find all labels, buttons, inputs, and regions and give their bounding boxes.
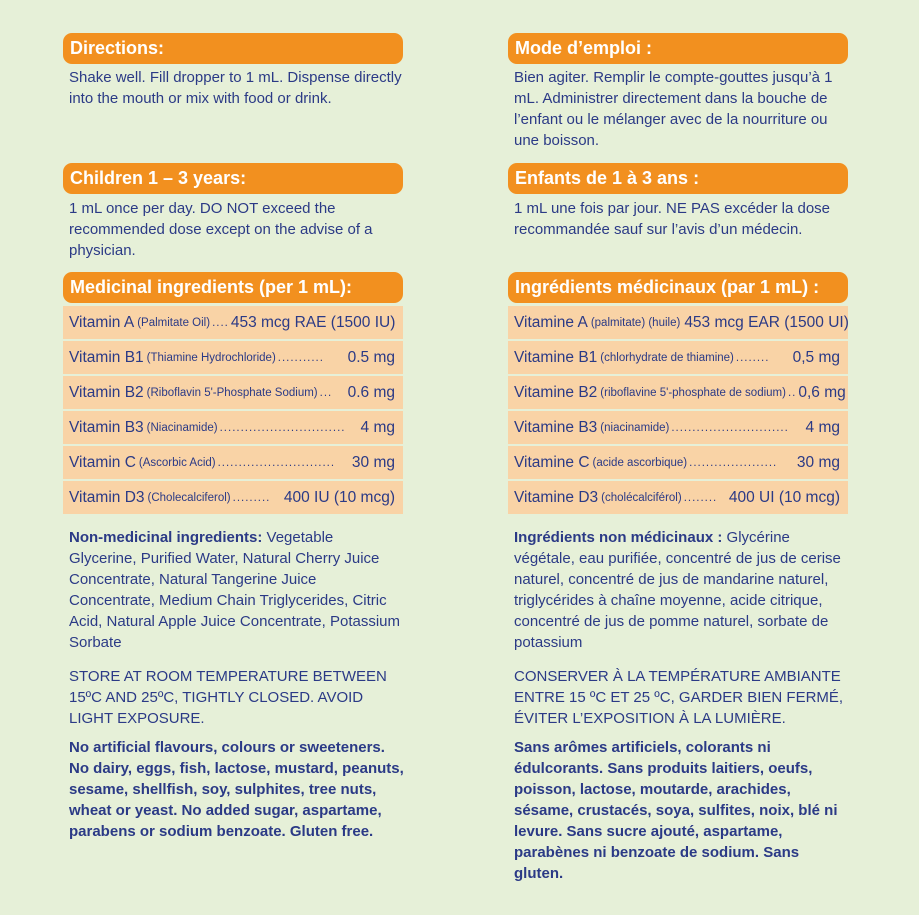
directions-text: Shake well. Fill dropper to 1 mL. Dispense directly into the mouth or mix with food or drink. xyxy=(69,69,402,107)
medicinal-ingredients-heading-fr: Ingrédients médicinaux (par 1 mL) : xyxy=(508,272,848,303)
children-dose-text-fr: 1 mL une fois par jour. NE PAS excéder la dose recommandée sauf sur l’avis d’un médecin. xyxy=(514,200,831,238)
non-medicinal-label: Non-medicinal ingredients: xyxy=(69,529,263,546)
ingredient-name: Vitamin B3 xyxy=(69,418,144,436)
ingredient-amount: 453 mcg RAE (1500 IU) xyxy=(230,313,396,331)
ingredient-source: (palmitate) (huile) xyxy=(590,316,681,329)
ingredient-amount: 30 mg xyxy=(796,453,840,471)
ingredient-name: Vitamin C xyxy=(69,453,136,471)
ingredient-source: (acide ascorbique) xyxy=(592,456,688,469)
ingredient-source: (chlorhydrate de thiamine) xyxy=(600,351,734,364)
medicinal-ingredients-table xyxy=(63,306,403,516)
children-dose-text: 1 mL once per day. DO NOT exceed the recommended dose except on the advise of a physician. xyxy=(69,200,373,259)
ingredient-amount: 400 UI (10 mcg) xyxy=(728,488,840,506)
ingredient-name: Vitamin B2 xyxy=(69,383,144,401)
ingredient-row xyxy=(63,481,403,514)
non-medicinal-text: Glycérine végétale, eau purifiée, concentré de jus de cerise naturel, concentré de jus de mandarine naturel, triglycérides à chaîne moyenne, acide citrique, concentré de jus de pomme naturel, sorbate de potassium xyxy=(514,529,841,651)
ingredient-name: Vitamin D3 xyxy=(69,488,145,506)
directions-heading-fr: Mode d’emploi : xyxy=(508,33,848,64)
ingredient-amount: 4 mg xyxy=(805,418,840,436)
non-medicinal-label: Ingrédients non médicinaux : xyxy=(514,529,723,546)
ingredient-row xyxy=(508,481,848,514)
ingredient-row xyxy=(508,411,848,444)
ingredient-amount: 400 IU (10 mcg) xyxy=(283,488,395,506)
ingredient-row xyxy=(63,306,403,339)
ingredient-source: (Ascorbic Acid) xyxy=(138,456,216,469)
leader-dots: ........ xyxy=(683,491,718,504)
leader-dots: ............................ xyxy=(671,421,789,434)
non-medicinal-ingredients-fr xyxy=(514,527,849,653)
ingredient-name: Vitamine D3 xyxy=(514,488,599,506)
leader-dots: ......... xyxy=(232,491,271,504)
ingredient-amount: 0,5 mg xyxy=(792,348,840,366)
free-from-text-fr: Sans arômes artificiels, colorants ni édulcorants. Sans produits laitiers, oeufs, poisson, lactose, moutarde, arachides, sésame, crustacés, soya, sulfites, noix, blé ni levure. Sans sucre ajouté, aspartame, parabènes ni benzoate de sodium. Sans gluten. xyxy=(514,739,838,882)
ingredient-source: (Thiamine Hydrochloride) xyxy=(146,351,276,364)
ingredient-row xyxy=(508,341,848,374)
ingredient-row xyxy=(508,446,848,479)
leader-dots: ... xyxy=(319,386,333,399)
leader-dots: .... xyxy=(212,316,229,329)
ingredient-source: (niacinamide) xyxy=(600,421,670,434)
medicinal-ingredients-heading: Medicinal ingredients (per 1 mL): xyxy=(63,272,403,303)
medicinal-ingredients-table-fr xyxy=(508,306,848,516)
leader-dots: .............................. xyxy=(219,421,346,434)
ingredient-row xyxy=(63,411,403,444)
non-medicinal-text: Vegetable Glycerine, Purified Water, Natural Cherry Juice Concentrate, Natural Tangerine Juice Concentrate, Medium Chain Triglycerides, Citric Acid, Natural Apple Juice Concentrate, Potassium Sorbate xyxy=(69,529,401,651)
leader-dots: .. xyxy=(787,386,797,399)
ingredient-source: (Niacinamide) xyxy=(146,421,218,434)
children-dose-heading-fr: Enfants de 1 à 3 ans : xyxy=(508,163,848,194)
ingredient-row xyxy=(63,376,403,409)
free-from-text: No artificial flavours, colours or sweeteners. No dairy, eggs, fish, lactose, mustard, peanuts, sesame, shellfish, soy, sulphites, tree nuts, wheat or yeast. No added sugar, aspartame, parabens or sodium benzoate. Gluten free. xyxy=(69,739,404,840)
ingredient-name: Vitamine A xyxy=(514,313,588,331)
ingredient-amount: 453 mcg EAR (1500 UI) xyxy=(684,313,849,331)
ingredient-row xyxy=(63,446,403,479)
ingredient-source: (cholécalciférol) xyxy=(601,491,682,504)
ingredient-source: (riboflavine 5'-phosphate de sodium) xyxy=(600,386,786,399)
leader-dots: ........ xyxy=(735,351,770,364)
ingredient-name: Vitamine B1 xyxy=(514,348,598,366)
ingredient-amount: 0.5 mg xyxy=(347,348,395,366)
ingredient-source: (Riboflavin 5'-Phosphate Sodium) xyxy=(146,386,318,399)
children-dose-heading: Children 1 – 3 years: xyxy=(63,163,403,194)
ingredient-name: Vitamine C xyxy=(514,453,590,471)
ingredient-name: Vitamin B1 xyxy=(69,348,144,366)
leader-dots: ............................ xyxy=(217,456,336,469)
ingredient-source: (Cholecalciferol) xyxy=(147,491,231,504)
storage-text-fr: CONSERVER À LA TEMPÉRATURE AMBIANTE ENTRE 15 ºC ET 25 ºC, GARDER BIEN FERMÉ, ÉVITER L’EXPOSITION À LA LUMIÈRE. xyxy=(514,668,844,727)
ingredient-source: (Palmitate Oil) xyxy=(137,316,211,329)
non-medicinal-ingredients xyxy=(69,527,404,653)
ingredient-row xyxy=(508,376,848,409)
storage-text: STORE AT ROOM TEMPERATURE BETWEEN 15ºC AND 25ºC, TIGHTLY CLOSED. AVOID LIGHT EXPOSURE. xyxy=(69,668,387,727)
ingredient-amount: 4 mg xyxy=(360,418,395,436)
leader-dots: ..................... xyxy=(689,456,778,469)
ingredient-row xyxy=(508,306,848,339)
leader-dots: ........... xyxy=(277,351,324,364)
ingredient-amount: 30 mg xyxy=(351,453,395,471)
directions-heading: Directions: xyxy=(63,33,403,64)
ingredient-amount: 0.6 mg xyxy=(347,383,395,401)
ingredient-row xyxy=(63,341,403,374)
ingredient-name: Vitamine B3 xyxy=(514,418,598,436)
directions-text-fr: Bien agiter. Remplir le compte-gouttes jusqu’à 1 mL. Administrer directement dans la bouche de l’enfant ou le mélanger avec de la nourriture ou une boisson. xyxy=(514,69,833,149)
ingredient-amount: 0,6 mg xyxy=(798,383,846,401)
ingredient-name: Vitamin A xyxy=(69,313,135,331)
ingredient-name: Vitamine B2 xyxy=(514,383,598,401)
